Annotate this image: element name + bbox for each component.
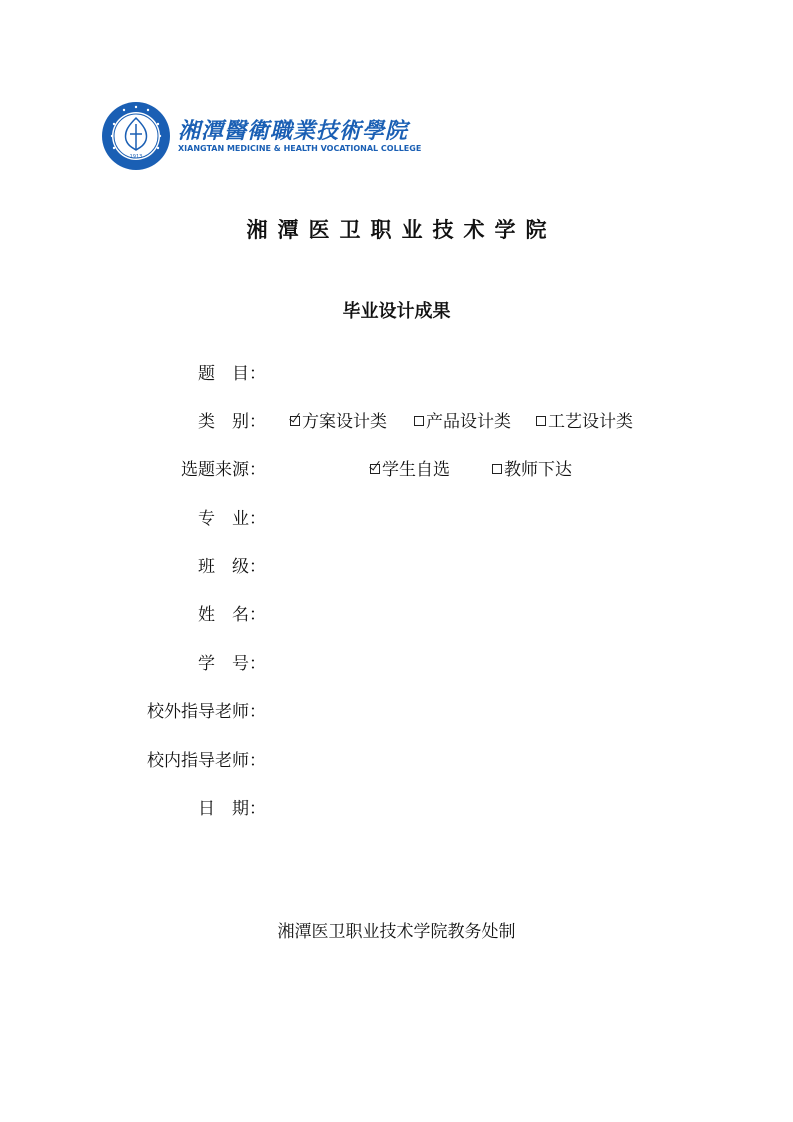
field-major-label: 专 业：	[198, 509, 266, 529]
logo-name-cn: 湘潭醫衛職業技術學院	[178, 118, 409, 144]
field-student-id-label: 学 号：	[198, 654, 266, 674]
checkbox-checked-icon[interactable]	[290, 416, 300, 426]
document-title: 毕业设计成果	[342, 301, 451, 322]
category-option-label: 方案设计类	[302, 412, 387, 432]
checkbox-icon[interactable]	[492, 464, 502, 474]
checkbox-icon[interactable]	[414, 416, 424, 426]
field-category-label: 类 别：	[198, 412, 266, 432]
college-seal-icon	[100, 100, 172, 172]
field-class-label: 班 级：	[198, 557, 266, 577]
source-option-label: 学生自选	[382, 460, 450, 480]
field-category-row	[0, 409, 793, 435]
field-source-label: 选题来源：	[181, 460, 266, 480]
field-class-row	[0, 554, 793, 580]
field-topic-row	[0, 361, 793, 387]
school-title: 湘潭医卫职业技术学院	[246, 218, 557, 242]
field-name-row	[0, 602, 793, 628]
logo-founded-year: 1913	[129, 154, 143, 160]
source-option-student[interactable]	[370, 457, 450, 483]
field-source-row	[0, 457, 793, 483]
footer-issuer: 湘潭医卫职业技术学院教务处制	[277, 922, 516, 942]
field-topic-label: 题 目：	[198, 364, 266, 384]
field-external-advisor-label: 校外指导老师：	[147, 702, 266, 722]
logo-name-en: XIANGTAN MEDICINE & HEALTH VOCATIONAL COLLEGE	[178, 144, 422, 153]
category-option-label: 产品设计类	[426, 412, 511, 432]
field-internal-advisor-row	[0, 748, 793, 774]
checkbox-icon[interactable]	[536, 416, 546, 426]
category-option-process[interactable]	[536, 409, 633, 435]
category-option-label: 工艺设计类	[548, 412, 633, 432]
category-option-product[interactable]	[414, 409, 511, 435]
field-major-row	[0, 506, 793, 532]
category-option-scheme[interactable]	[290, 409, 387, 435]
field-internal-advisor-label: 校内指导老师：	[147, 751, 266, 771]
college-logo	[100, 100, 422, 172]
source-option-teacher[interactable]	[492, 457, 572, 483]
field-date-row	[0, 796, 793, 822]
field-student-id-row	[0, 651, 793, 677]
source-option-label: 教师下达	[504, 460, 572, 480]
field-name-label: 姓 名：	[198, 605, 266, 625]
field-external-advisor-row	[0, 699, 793, 725]
checkbox-checked-icon[interactable]	[370, 464, 380, 474]
field-date-label: 日 期：	[198, 799, 266, 819]
